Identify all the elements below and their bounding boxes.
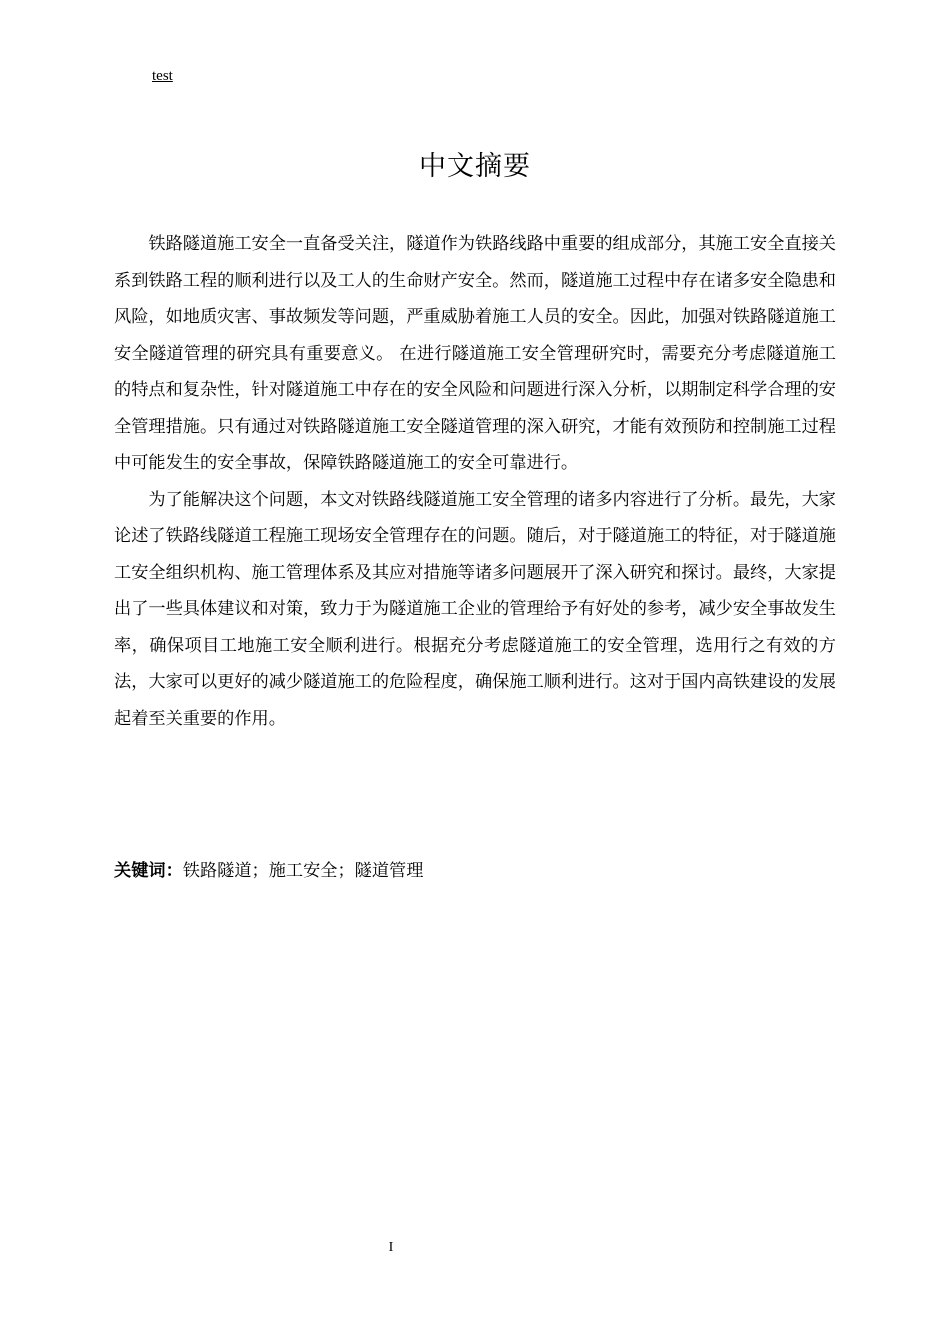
abstract-paragraph-1: 铁路隧道施工安全一直备受关注，隧道作为铁路线路中重要的组成部分，其施工安全直接关系到铁路工程的顺利进行以及工人的生命财产安全。然而，隧道施工过程中存在诸多安全隐患和风险，如地质灾害、事故频发等问题，严重威胁着施工人员的安全。因此，加强对铁路隧道施工安全隧道管理的研究具有重要意义。 在进行隧道施工安全管理研究时，需要充分考虑隧道施工的特点和复杂性，针对隧道施工中存在的安全风险和问题进行深入分析，以期制定科学合理的安全管理措施。只有通过对铁路隧道施工安全隧道管理的深入研究，才能有效预防和控制施工过程中可能发生的安全事故，保障铁路隧道施工的安全可靠进行。 [114, 234, 836, 473]
abstract-body [114, 226, 836, 737]
keywords-line [114, 856, 423, 886]
header-text: test [152, 68, 173, 84]
keywords-value: 铁路隧道；施工安全；隧道管理 [182, 861, 424, 881]
keywords-label: 关键词： [114, 861, 183, 881]
page-title: 中文摘要 [419, 151, 531, 182]
abstract-paragraph-2: 为了能解决这个问题，本文对铁路线隧道施工安全管理的诸多内容进行了分析。最先，大家论述了铁路线隧道工程施工现场安全管理存在的问题。随后，对于隧道施工的特征，对于隧道施工安全组织机构、施工管理体系及其应对措施等诸多问题展开了深入研究和探讨。最终，大家提出了一些具体建议和对策，致力于为隧道施工企业的管理给予有好处的参考，减少安全事故发生率，确保项目工地施工安全顺利进行。根据充分考虑隧道施工的安全管理，选用行之有效的方法，大家可以更好的减少隧道施工的危险程度，确保施工顺利进行。这对于国内高铁建设的发展起着至关重要的作用。 [114, 489, 836, 729]
page-number: I [388, 1240, 394, 1255]
